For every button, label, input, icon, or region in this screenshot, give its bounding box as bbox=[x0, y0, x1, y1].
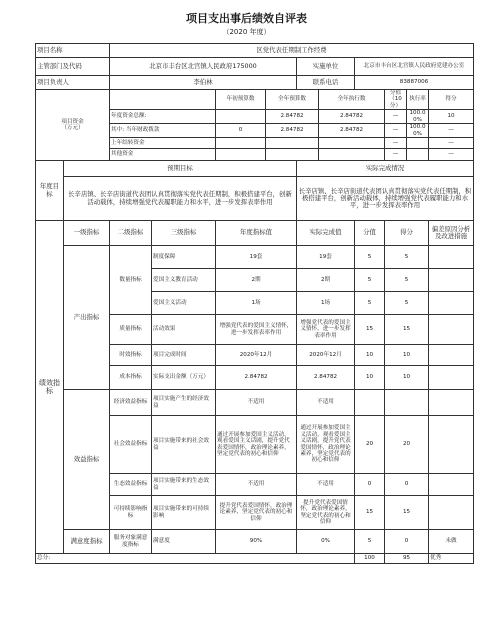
total-row bbox=[36, 554, 474, 564]
perf-row-target: 增强党代表的爱国主义情怀，进一步发挥表率作用 bbox=[216, 315, 297, 345]
funds-header-exec: 全年执行数 bbox=[319, 90, 385, 110]
perf-row-actual: 2.84782 bbox=[297, 366, 355, 390]
funds-row-label: 上年结转资金 bbox=[110, 138, 216, 149]
form-title: 项目支出事后绩效自评表 bbox=[186, 12, 307, 25]
goal-actual-header: 实际完成情况 bbox=[297, 161, 474, 177]
perf-row-l3: 满意度 bbox=[152, 530, 216, 554]
perf-row-target: 不适用 bbox=[216, 474, 297, 496]
total-label: 总分: bbox=[36, 554, 355, 564]
project-name-value: 区党代表任期制工作经费 bbox=[110, 44, 474, 58]
leader-value: 李伯林 bbox=[110, 76, 297, 90]
perf-row-score: 5 bbox=[385, 246, 429, 269]
perf-row-target: 2.84782 bbox=[216, 366, 297, 390]
perf-row-target: 提升党代表爱国情怀，政治理论素养，坚定党代表的初心和信仰 bbox=[216, 496, 297, 530]
perf-row-l2: 成本指标 bbox=[110, 366, 152, 390]
funds-row-weight: — bbox=[385, 124, 407, 138]
perf-row-note bbox=[429, 315, 474, 345]
perf-row-score bbox=[385, 390, 429, 416]
funds-row-exec bbox=[319, 138, 385, 149]
funds-row-full bbox=[266, 138, 319, 149]
perf-row-l3: 爱国主义活动 bbox=[152, 292, 216, 315]
perf-row-score: 10 bbox=[385, 366, 429, 390]
self-evaluation-table bbox=[35, 43, 474, 564]
perf-row-weight bbox=[355, 390, 385, 416]
funds-row-weight: — bbox=[385, 138, 407, 149]
perf-header-actual: 实际完成值 bbox=[297, 221, 355, 246]
perf-row-weight: 0 bbox=[355, 474, 385, 496]
perf-row-l3: 项目实施带来的可持续影响 bbox=[152, 496, 216, 530]
perf-row-weight: 5 bbox=[355, 246, 385, 269]
perf-row-weight: 10 bbox=[355, 345, 385, 366]
perf-row bbox=[36, 390, 474, 416]
perf-side-label: 绩效指标 bbox=[36, 221, 64, 554]
perf-header-score: 得分 bbox=[385, 221, 429, 246]
benefit-label: 效益指标 bbox=[64, 390, 110, 530]
perf-row-note bbox=[429, 269, 474, 292]
perf-row-l2: 经济效益指标 bbox=[110, 390, 152, 416]
funds-row-init bbox=[216, 149, 266, 161]
perf-row-target: 1场 bbox=[216, 292, 297, 315]
perf-header-note: 偏差原因分析及改进措施 bbox=[429, 221, 474, 246]
perf-row-target: 2020年12月 bbox=[216, 345, 297, 366]
funds-row-label: 年度资金总额: bbox=[110, 110, 216, 124]
perf-row-note bbox=[429, 345, 474, 366]
impl-value: 北京市丰台区北宫镇人民政府党建办公室 bbox=[355, 58, 474, 76]
perf-row-score: 5 bbox=[385, 292, 429, 315]
funds-header-init: 年初预算数 bbox=[216, 90, 266, 110]
funds-row-init bbox=[216, 138, 266, 149]
funds-row-init: 0 bbox=[216, 124, 266, 138]
funds-row-full bbox=[266, 149, 319, 161]
funds-row-rate bbox=[407, 138, 429, 149]
perf-row-actual: 1场 bbox=[297, 292, 355, 315]
perf-row-actual: 0% bbox=[297, 530, 355, 554]
total-score: 95 bbox=[385, 554, 429, 564]
perf-row-l3: 活动效果 bbox=[152, 315, 216, 345]
perf-header-l2: 二级指标 bbox=[110, 221, 152, 246]
perf-row-actual: 不适用 bbox=[297, 474, 355, 496]
funds-row-full: 2.84782 bbox=[266, 124, 319, 138]
perf-row-weight: 20 bbox=[355, 416, 385, 474]
perf-row-weight: 15 bbox=[355, 315, 385, 345]
project-name-label: 项目名称 bbox=[36, 44, 110, 58]
perf-row-l2: 社会效益指标 bbox=[110, 416, 152, 474]
goal-expected-header: 预期目标 bbox=[64, 161, 297, 177]
perf-row-l3: 制度保障 bbox=[152, 246, 216, 269]
perf-row-actual: 19套 bbox=[297, 246, 355, 269]
perf-row-note bbox=[429, 474, 474, 496]
form-year: （2020 年度） bbox=[222, 28, 271, 36]
funds-row-score: — bbox=[429, 149, 474, 161]
perf-row-target: 90% bbox=[216, 530, 297, 554]
perf-row-l3: 项目实施带来的社会效益 bbox=[152, 416, 216, 474]
leader-label: 项目负责人 bbox=[36, 76, 110, 90]
perf-row-l2: 可持续影响指标 bbox=[110, 496, 152, 530]
phone-value: 83887006 bbox=[355, 76, 474, 90]
funds-row-label: 其他资金 bbox=[110, 149, 216, 161]
perf-row-note bbox=[429, 246, 474, 269]
perf-header-row bbox=[36, 221, 474, 246]
funds-header-row bbox=[36, 90, 474, 110]
perf-row-target: 不适用 bbox=[216, 390, 297, 416]
funds-row-rate: 100.00% bbox=[407, 124, 429, 138]
dept-row bbox=[36, 58, 474, 76]
funds-row-init bbox=[216, 110, 266, 124]
perf-row-l2: 时效指标 bbox=[110, 345, 152, 366]
project-name-row bbox=[36, 44, 474, 58]
perf-row-l2: 服务对象满意度指标 bbox=[110, 530, 152, 554]
perf-row-l2: 质量指标 bbox=[110, 315, 152, 345]
perf-row-l3: 爱国主义教育活动 bbox=[152, 269, 216, 292]
goal-actual: 长辛店镇、长辛店街道代表团认真贯彻落实党代表任期制，积极搭建平台，创新活动载体，持续增强党代表履职能力和水平，进一步发挥表率作用 bbox=[297, 177, 474, 221]
perf-row-note bbox=[429, 366, 474, 390]
perf-row-actual: 通过开展参加爱国主义活动，观看爱国主义话剧，提升党代表爱国情怀，政治理论素养，坚定党代表的初心和信仰 bbox=[297, 416, 355, 474]
funds-header-rate: 执行率 bbox=[407, 90, 429, 110]
funds-header-blank bbox=[110, 90, 216, 110]
funds-row-full: 2.84782 bbox=[266, 110, 319, 124]
perf-row-score: 10 bbox=[385, 345, 429, 366]
perf-row-note bbox=[429, 416, 474, 474]
funds-header-weight: 分值（10分） bbox=[385, 90, 407, 110]
perf-row-actual: 2020年12月 bbox=[297, 345, 355, 366]
goal-label: 年度目标 bbox=[36, 161, 64, 221]
perf-row-l3: 项目完成时间 bbox=[152, 345, 216, 366]
funds-header-score: 得分 bbox=[429, 90, 474, 110]
funds-row-score: 10 bbox=[429, 110, 474, 124]
perf-header-target: 年度指标值 bbox=[216, 221, 297, 246]
perf-row-actual: 不适用 bbox=[297, 390, 355, 416]
perf-row-actual: 提升党代表爱国情怀，政治理论素养，坚定党代表的初心和信仰 bbox=[297, 496, 355, 530]
funds-row-label: 其中: 当年财政拨款 bbox=[110, 124, 216, 138]
perf-row-target: 2期 bbox=[216, 269, 297, 292]
total-weight: 100 bbox=[355, 554, 385, 564]
perf-row-weight: 10 bbox=[355, 366, 385, 390]
funds-row-rate: 100.00% bbox=[407, 110, 429, 124]
perf-row-score: 0 bbox=[385, 474, 429, 496]
funds-row-exec: 2.84782 bbox=[319, 124, 385, 138]
perf-row-target: 通过开展参加爱国主义活动，观看爱国主义话剧，提升党代表爱国情怀，政治理论素养，坚定党代表的初心和信仰 bbox=[216, 416, 297, 474]
perf-header-weight: 分值 bbox=[355, 221, 385, 246]
perf-row-weight: 5 bbox=[355, 292, 385, 315]
perf-row-note: 未做 bbox=[429, 530, 474, 554]
perf-row-l2: 生态效益指标 bbox=[110, 474, 152, 496]
perf-row-l3: 项目实施带来的生态效益 bbox=[152, 474, 216, 496]
perf-header-l1: 一级指标 bbox=[64, 221, 110, 246]
funds-row-weight: — bbox=[385, 110, 407, 124]
perf-row bbox=[36, 530, 474, 554]
funds-header-full: 全年预算数 bbox=[266, 90, 319, 110]
perf-row-l3: 项目实施产生的经济效益 bbox=[152, 390, 216, 416]
total-grade: 优秀 bbox=[429, 554, 474, 564]
perf-row-l2: 数量指标 bbox=[110, 246, 152, 315]
perf-row-actual: 2期 bbox=[297, 269, 355, 292]
goal-header-row bbox=[36, 161, 474, 177]
goal-expected: 长辛店镇、长辛店街道代表团认真贯彻落实党代表任期制，积极搭建平台，创新活动载体，持续增强党代表履职能力和水平，进一步发挥表率作用 bbox=[64, 177, 297, 221]
impl-label: 实施单位 bbox=[297, 58, 355, 76]
perf-row-score: 20 bbox=[385, 416, 429, 474]
dept-label: 主管部门及代码 bbox=[36, 58, 110, 76]
dept-value: 北京市丰台区北宫镇人民政府175000 bbox=[110, 58, 297, 76]
goal-content-row bbox=[36, 177, 474, 221]
funds-row-score: — bbox=[429, 124, 474, 138]
perf-row-note bbox=[429, 292, 474, 315]
funds-row-exec: 2.84782 bbox=[319, 110, 385, 124]
perf-row-note bbox=[429, 496, 474, 530]
perf-row-score: 15 bbox=[385, 315, 429, 345]
perf-row-weight: 15 bbox=[355, 496, 385, 530]
funds-row-exec bbox=[319, 149, 385, 161]
perf-row bbox=[36, 246, 474, 269]
funds-row-score: — bbox=[429, 138, 474, 149]
perf-row-l3: 实际支出金额（万元） bbox=[152, 366, 216, 390]
perf-row-score: 15 bbox=[385, 496, 429, 530]
perf-row-note bbox=[429, 390, 474, 416]
funds-row-weight: — bbox=[385, 149, 407, 161]
output-label: 产出指标 bbox=[64, 246, 110, 390]
leader-row bbox=[36, 76, 474, 90]
perf-row-score: 0 bbox=[385, 530, 429, 554]
satisfaction-label: 满意度指标 bbox=[64, 530, 110, 554]
perf-row-weight: 5 bbox=[355, 530, 385, 554]
funds-label: 项目资金 （万元） bbox=[36, 90, 110, 161]
funds-row-rate bbox=[407, 149, 429, 161]
phone-label: 联系电话 bbox=[297, 76, 355, 90]
perf-row-actual: 增强党代表的爱国主义情怀，进一步发挥表率作用 bbox=[297, 315, 355, 345]
perf-row-score: 5 bbox=[385, 269, 429, 292]
perf-row-weight: 5 bbox=[355, 269, 385, 292]
perf-header-l3: 三级指标 bbox=[152, 221, 216, 246]
perf-row-target: 19套 bbox=[216, 246, 297, 269]
